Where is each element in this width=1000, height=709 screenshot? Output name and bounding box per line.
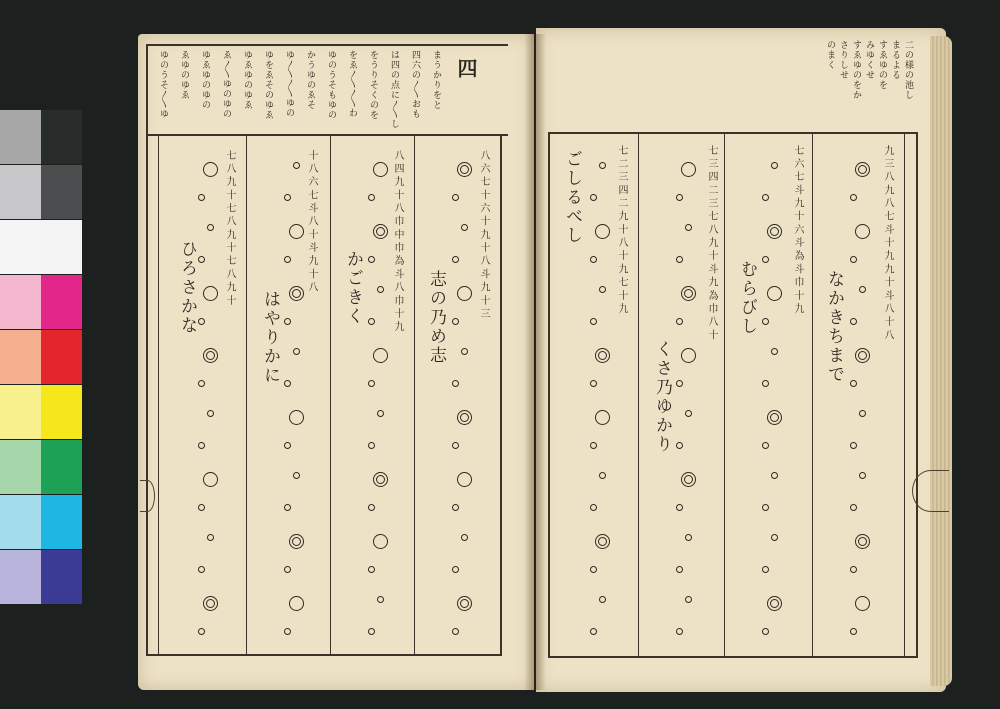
small-circle-mark [850,194,857,201]
right-header-note-line: みゆくせ [864,40,874,80]
left-col4-numbers: 八 六 七 十 六 十 九 十 八 斗 九 十 三 [478,150,489,319]
double-circle-mark [289,534,304,549]
small-circle-mark [762,256,769,263]
left-header-note-line: ゆゑゆのゆの [200,50,210,110]
left-header-note-line: をうりそくのを [368,50,378,120]
small-circle-mark [198,628,205,635]
double-circle-mark [595,348,610,363]
small-circle-mark [284,318,291,325]
small-circle-mark [452,442,459,449]
right-column-rule [638,134,639,656]
light-gray-patch [0,165,41,219]
small-circle-mark [685,596,692,603]
small-circle-mark [599,286,606,293]
right-frame-inner [904,134,905,656]
double-circle-mark [681,472,696,487]
small-circle-mark [676,318,683,325]
right-col3-numbers: 七 六 七 斗 九 十 六 斗 為 斗 巾 十 九 [792,145,803,314]
small-circle-mark [762,628,769,635]
left-frame-bottom [146,654,502,656]
right-frame-outer [916,134,918,656]
cyan-patch [41,495,82,549]
double-circle-mark [855,348,870,363]
small-circle-mark [771,162,778,169]
circle-mark [681,162,696,177]
double-circle-mark [767,596,782,611]
double-circle-mark [457,162,472,177]
small-circle-mark [377,596,384,603]
left-col1-numbers: 七 八 九 十 七 八 九 十 七 八 九 十 [224,150,235,305]
circle-mark [457,286,472,301]
left-header-note-line: ゆゑゆのゆゑ [242,50,252,110]
dark-gray-patch [41,165,82,219]
small-circle-mark [771,348,778,355]
right-col1-numbers: 七 二 三 四 二 九 十 八 十 九 七 十 九 [616,145,627,314]
book-gutter [524,34,546,690]
small-circle-mark [368,566,375,573]
small-circle-mark [377,410,384,417]
left-frame-right [500,136,502,654]
double-circle-mark [767,410,782,425]
left-header-note-line: ゆをゑそのゆゑ [263,50,273,120]
small-circle-mark [599,472,606,479]
left-frame-inner [158,136,159,654]
small-circle-mark [762,442,769,449]
double-circle-mark [855,534,870,549]
small-circle-mark [452,318,459,325]
left-col2-numbers: 十 八 六 七 斗 八 十 斗 九 十 八 [306,150,317,292]
small-circle-mark [676,194,683,201]
salmon-patch [0,330,41,384]
right-header-note-line: すゑゆのを [877,40,887,90]
white-patch [41,220,82,274]
double-circle-mark [457,596,472,611]
small-circle-mark [284,256,291,263]
right-header-divider [548,132,918,134]
small-circle-mark [850,442,857,449]
small-circle-mark [850,566,857,573]
small-circle-mark [284,380,291,387]
small-circle-mark [676,380,683,387]
left-col3-kana: かごきく [343,250,363,326]
right-header-note-line: さりしせ [838,40,848,80]
left-header-note-line: ゑ〳〵ゆのゆの [221,50,231,119]
small-circle-mark [198,442,205,449]
small-circle-mark [293,472,300,479]
small-circle-mark [771,534,778,541]
lavender-patch [0,550,41,604]
circle-mark [855,224,870,239]
double-circle-mark [203,596,218,611]
small-circle-mark [590,256,597,263]
left-col3-numbers: 八 四 九 十 八 巾 中 巾 為 斗 八 巾 十 九 [392,150,403,332]
small-circle-mark [850,380,857,387]
small-circle-mark [284,566,291,573]
small-circle-mark [461,348,468,355]
blue-patch [41,550,82,604]
right-header-note-line: すゑゆのをか [851,40,861,100]
small-circle-mark [198,318,205,325]
left-frame-outer [146,44,148,656]
small-circle-mark [207,410,214,417]
small-circle-mark [859,286,866,293]
small-circle-mark [368,504,375,511]
pale-yellow-patch [0,385,41,439]
small-circle-mark [368,194,375,201]
white-patch [0,220,41,274]
small-circle-mark [599,162,606,169]
double-circle-mark [767,224,782,239]
left-column-rule [330,136,331,654]
small-circle-mark [207,224,214,231]
small-circle-mark [284,194,291,201]
small-circle-mark [461,534,468,541]
double-circle-mark [855,162,870,177]
black-patch [41,110,82,164]
left-col4-kana: 志の乃め志 [426,270,446,365]
left-header-note-line: かうゆのゑそ [305,50,315,110]
left-header-note-line: ゆのうそもゆの [326,50,336,120]
pink-patch [0,275,41,329]
left-col1-kana: ひろさかな [177,240,197,335]
small-circle-mark [859,410,866,417]
small-circle-mark [452,504,459,511]
right-header-note-line: 二の様の池し [903,40,913,100]
right-header-note-line: まるよる [890,40,900,80]
right-col4-numbers: 九 三 八 九 八 七 斗 十 九 九 十 斗 八 十 八 [882,145,893,340]
right-column-rule [812,134,813,656]
small-circle-mark [284,628,291,635]
left-header-divider [146,134,508,136]
right-col3-kana: むらびし [737,260,757,336]
small-circle-mark [207,534,214,541]
small-circle-mark [590,628,597,635]
small-circle-mark [293,348,300,355]
pale-green-patch [0,440,41,494]
left-header-note-line: ゆ〳〵〳〵ゆの [284,50,294,118]
small-circle-mark [676,256,683,263]
small-circle-mark [368,380,375,387]
circle-mark [289,224,304,239]
small-circle-mark [368,442,375,449]
circle-mark [289,596,304,611]
small-circle-mark [850,256,857,263]
circle-mark [595,224,610,239]
small-circle-mark [198,566,205,573]
small-circle-mark [685,224,692,231]
double-circle-mark [373,224,388,239]
left-header-note-line: は四の点に〳〵し [389,50,399,129]
right-frame-left [548,134,550,656]
right-frame-bottom [548,656,918,658]
circle-mark [681,348,696,363]
small-circle-mark [850,318,857,325]
circle-mark [203,472,218,487]
small-circle-mark [198,256,205,263]
circle-mark [595,410,610,425]
small-circle-mark [850,628,857,635]
small-circle-mark [284,442,291,449]
double-circle-mark [373,472,388,487]
circle-mark [373,348,388,363]
gray-patch [0,110,41,164]
right-header-note-line: のまく [825,40,835,70]
small-circle-mark [590,194,597,201]
small-circle-mark [762,566,769,573]
page-edges [930,36,952,686]
double-circle-mark [457,410,472,425]
small-circle-mark [762,380,769,387]
small-circle-mark [762,318,769,325]
small-circle-mark [590,566,597,573]
small-circle-mark [452,628,459,635]
left-header-note-line: ゆのうそ〳〵ゆ [158,50,168,119]
small-circle-mark [859,472,866,479]
small-circle-mark [676,566,683,573]
double-circle-mark [203,348,218,363]
red-patch [41,330,82,384]
left-col2-kana: はやりかに [260,290,280,385]
small-circle-mark [198,504,205,511]
small-circle-mark [599,596,606,603]
right-column-rule [724,134,725,656]
left-header-note-line: 四六の〳〵おも [410,50,420,119]
small-circle-mark [452,566,459,573]
small-circle-mark [676,442,683,449]
small-circle-mark [198,380,205,387]
double-circle-mark [289,286,304,301]
circle-mark [373,162,388,177]
right-col2-numbers: 七 三 四 二 三 七 八 九 十 斗 九 為 巾 八 十 [706,145,717,340]
yellow-patch [41,385,82,439]
circle-mark [457,472,472,487]
small-circle-mark [850,504,857,511]
double-circle-mark [595,534,610,549]
small-circle-mark [762,194,769,201]
small-circle-mark [685,410,692,417]
magenta-patch [41,275,82,329]
circle-mark [767,286,782,301]
circle-mark [855,596,870,611]
left-header-note-line: をゑ〳〵〳〵わ [347,50,357,118]
small-circle-mark [198,194,205,201]
left-frame-top [146,44,508,46]
margin-tab-mark [140,480,155,512]
right-col4-kana: なかきちまで [824,270,844,384]
left-header-note-line: まうかりをと [431,50,441,110]
pale-cyan-patch [0,495,41,549]
small-circle-mark [452,256,459,263]
small-circle-mark [377,286,384,293]
small-circle-mark [452,380,459,387]
small-circle-mark [771,472,778,479]
double-circle-mark [681,286,696,301]
small-circle-mark [590,442,597,449]
page-number-title: 四 [454,58,478,80]
small-circle-mark [461,224,468,231]
left-column-rule [414,136,415,654]
circle-mark [289,410,304,425]
small-circle-mark [293,162,300,169]
circle-mark [373,534,388,549]
small-circle-mark [368,628,375,635]
color-calibration-strip [0,110,82,603]
circle-mark [203,286,218,301]
small-circle-mark [368,256,375,263]
small-circle-mark [676,504,683,511]
small-circle-mark [368,318,375,325]
right-col2-kana: くさ乃ゆかり [652,340,672,454]
small-circle-mark [284,504,291,511]
small-circle-mark [590,318,597,325]
circle-mark [203,162,218,177]
green-patch [41,440,82,494]
small-circle-mark [590,380,597,387]
right-col1-kana: ごしるべし [562,150,582,245]
left-header-note-line: ゑゆのゆゑ [179,50,189,100]
small-circle-mark [762,504,769,511]
small-circle-mark [685,534,692,541]
small-circle-mark [452,194,459,201]
small-circle-mark [676,628,683,635]
small-circle-mark [590,504,597,511]
margin-tab-mark [912,470,949,512]
left-column-rule [246,136,247,654]
